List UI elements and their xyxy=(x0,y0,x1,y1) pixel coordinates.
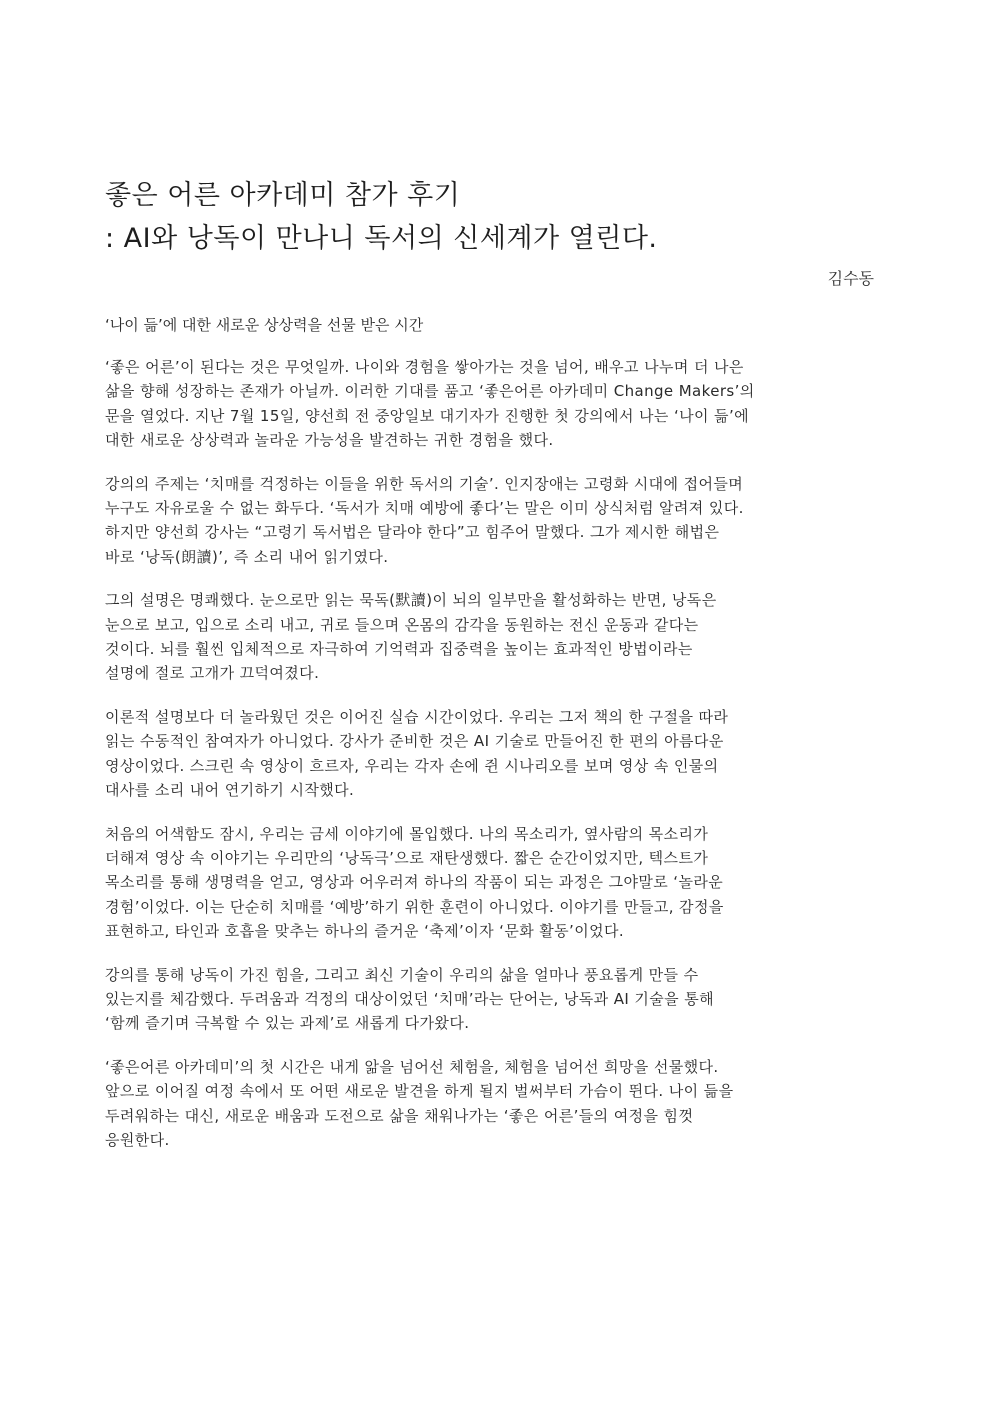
paragraph-line: ‘좋은어른 아카데미’의 첫 시간은 내게 앎을 넘어선 체험을, 체험을 넘어선 희망을 선물했다. xyxy=(105,1057,719,1076)
paragraph-line: 목소리를 통해 생명력을 얻고, 영상과 어우러져 하나의 작품이 되는 과정은 그야말로 ‘놀라운 xyxy=(105,873,724,892)
paragraph-line: 누구도 자유로울 수 없는 화두다. ‘독서가 치매 예방에 좋다’는 말은 이미 상식처럼 알려져 있다. xyxy=(105,499,744,518)
paragraph-line: 영상이었다. 스크린 속 영상이 흐르자, 우리는 각자 손에 쥔 시나리오를 보며 영상 속 인물의 xyxy=(105,756,719,775)
section-subheading: ‘나이 듦’에 대한 새로운 상상력을 선물 받은 시간 xyxy=(105,316,424,334)
article-title xyxy=(105,174,905,260)
paragraph-line: 경험’이었다. 이는 단순히 치매를 ‘예방’하기 위한 훈련이 아니었다. 이야기를 만들고, 감정을 xyxy=(105,897,724,916)
paragraph-line: 그의 설명은 명쾌했다. 눈으로만 읽는 묵독(默讀)이 뇌의 일부만을 활성화하는 반면, 낭독은 xyxy=(105,591,717,610)
paragraph xyxy=(105,472,880,570)
paragraph-line: 표현하고, 타인과 호흡을 맞추는 하나의 즐거운 ‘축제’이자 ‘문화 활동’이었다. xyxy=(105,922,625,941)
paragraph-line: 문을 열었다. 지난 7월 15일, 양선희 전 중앙일보 대기자가 진행한 첫 강의에서 나는 ‘나이 듦’에 xyxy=(105,406,750,425)
paragraph-line: 대사를 소리 내어 연기하기 시작했다. xyxy=(105,781,355,800)
paragraph-line: 더해져 영상 속 이야기는 우리만의 ‘낭독극’으로 재탄생했다. 짧은 순간이었지만, 텍스트가 xyxy=(105,848,709,867)
paragraph-line: 눈으로 보고, 입으로 소리 내고, 귀로 들으며 온몸의 감각을 동원하는 전신 운동과 같다는 xyxy=(105,615,699,634)
paragraph-line: 두려워하는 대신, 새로운 배움과 도전으로 삶을 채워나가는 ‘좋은 어른’들의 여정을 힘껏 xyxy=(105,1106,694,1125)
paragraph-line: 하지만 양선희 강사는 “고령기 독서법은 달라야 한다”고 힘주어 말했다. 그가 제시한 해법은 xyxy=(105,523,720,542)
paragraph-line: 앞으로 이어질 여정 속에서 또 어떤 새로운 발견을 하게 될지 벌써부터 가슴이 뛴다. 나이 듦을 xyxy=(105,1082,734,1101)
paragraph xyxy=(105,588,880,686)
paragraph-line: 설명에 절로 고개가 끄덕여졌다. xyxy=(105,664,320,683)
paragraph xyxy=(105,355,880,453)
paragraph-line: 대한 새로운 상상력과 놀라운 가능성을 발견하는 귀한 경험을 했다. xyxy=(105,431,554,450)
paragraph xyxy=(105,822,880,944)
paragraph xyxy=(105,963,880,1036)
paragraph-line: 것이다. 뇌를 훨씬 입체적으로 자극하여 기억력과 집중력을 높이는 효과적인 방법이라는 xyxy=(105,640,693,659)
paragraph xyxy=(105,1055,880,1153)
paragraph-line: ‘함께 즐기며 극복할 수 있는 과제’로 새롭게 다가왔다. xyxy=(105,1014,470,1033)
article-body xyxy=(105,355,880,1171)
paragraph xyxy=(105,705,880,803)
paragraph-line: 처음의 어색함도 잠시, 우리는 금세 이야기에 몰입했다. 나의 목소리가, 옆사람의 목소리가 xyxy=(105,824,709,843)
paragraph-line: 읽는 수동적인 참여자가 아니었다. 강사가 준비한 것은 AI 기술로 만들어진 한 편의 아름다운 xyxy=(105,732,724,751)
paragraph-line: 응원한다. xyxy=(105,1130,170,1149)
paragraph-line: 삶을 향해 성장하는 존재가 아닐까. 이러한 기대를 품고 ‘좋은어른 아카데미 Change Makers’의 xyxy=(105,382,755,401)
paragraph-line: ‘좋은 어른’이 된다는 것은 무엇일까. 나이와 경험을 쌓아가는 것을 넘어, 배우고 나누며 더 나은 xyxy=(105,358,744,376)
title-line-1: 좋은 어른 아카데미 참가 후기 xyxy=(105,180,461,211)
paragraph-line: 바로 ‘낭독(朗讀)’, 즉 소리 내어 읽기였다. xyxy=(105,547,389,566)
paragraph-line: 이론적 설명보다 더 놀라웠던 것은 이어진 실습 시간이었다. 우리는 그저 책의 한 구절을 따라 xyxy=(105,707,729,726)
author-name: 김수동 xyxy=(827,269,874,288)
title-line-2: : AI와 낭독이 만나니 독서의 신세계가 열린다. xyxy=(105,223,658,254)
paragraph-line: 강의의 주제는 ‘치매를 걱정하는 이들을 위한 독서의 기술’. 인지장애는 고령화 시대에 접어들며 xyxy=(105,474,744,493)
paragraph-line: 강의를 통해 낭독이 가진 힘을, 그리고 최신 기술이 우리의 삶을 얼마나 풍요롭게 만들 수 xyxy=(105,965,699,984)
paragraph-line: 있는지를 체감했다. 두려움과 걱정의 대상이었던 ‘치매’라는 단어는, 낭독과 AI 기술을 통해 xyxy=(105,989,714,1008)
